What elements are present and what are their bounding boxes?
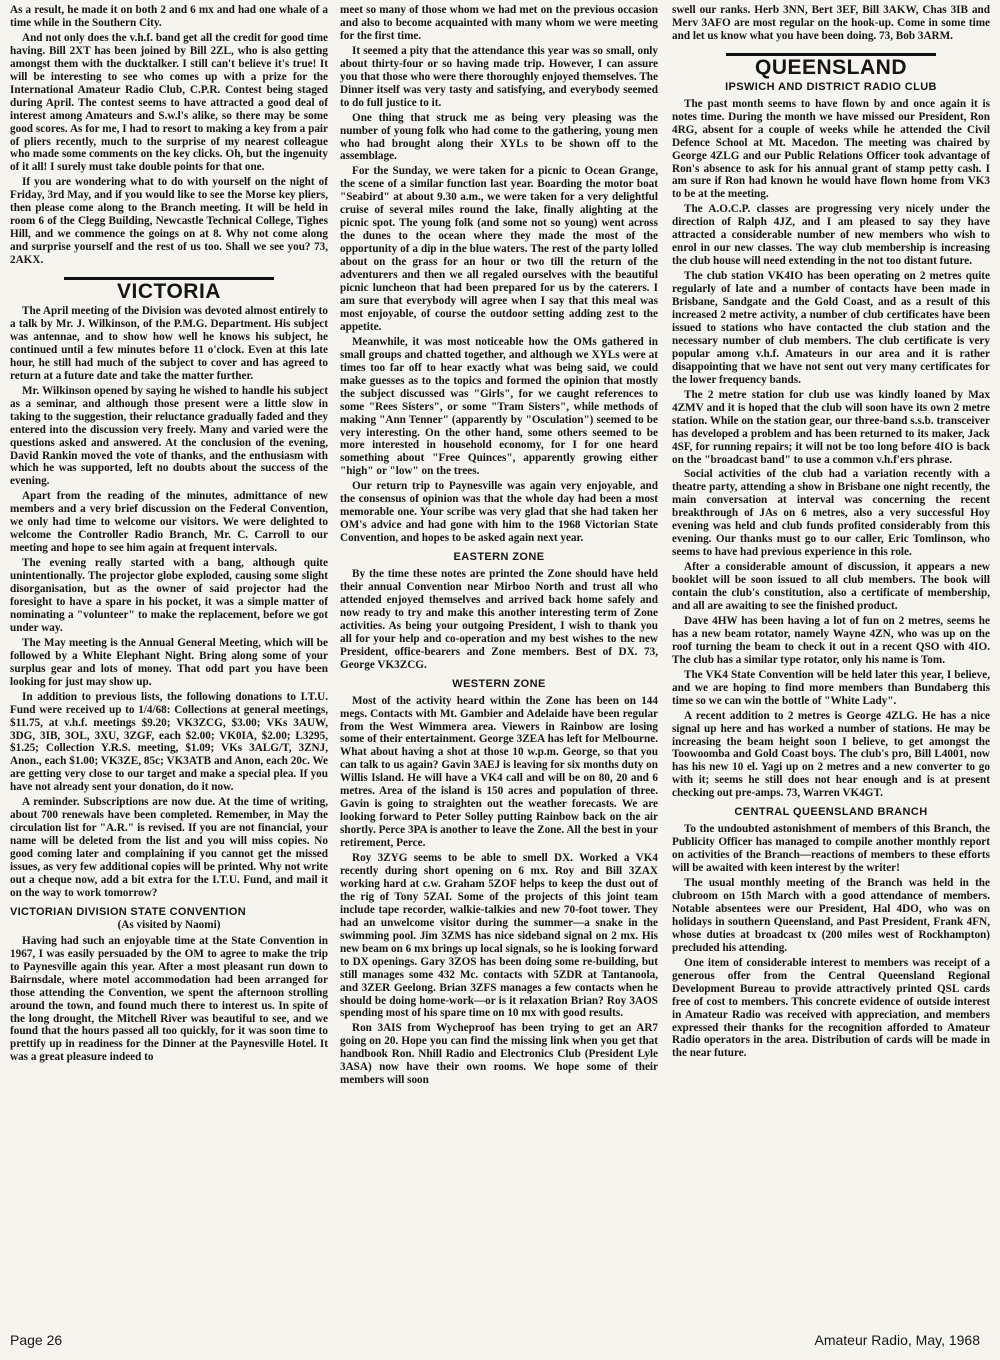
paragraph: As a result, he made it on both 2 and 6 mx and had one whale of a time while in the Southern City. [10, 4, 328, 29]
publication-line: Amateur Radio, May, 1968 [814, 1332, 980, 1348]
paragraph: The April meeting of the Division was devoted almost entirely to a talk by Mr. J. Wilkinson, of the P.M.G. Department. His subject was antennae, and to show how well he knows his subject, he continued until a few minutes before 11 o'clock. Even at this late hour, he still had much of the subject to cover and has agreed to return at a future date and take the matter further. [10, 305, 328, 382]
paragraph: Mr. Wilkinson opened by saying he wished to handle his subject as a seminar, and although those present were a little slow in taking to the suggestion, their reluctance gradually faded and they entered into the discussion very freely. Many and varied were the questions asked and answered. At the conclusion of the evening, David Rankin moved the vote of thanks, and the enthusiasm with which he was supported, left no doubts about the success of the evening. [10, 384, 328, 488]
paragraph: Meanwhile, it was most noticeable how the OMs gathered in small groups and chatted together, and although we XYLs were at times too far off to hear exactly what was being said, we could make guesses as to the topics and formed the opinion that mostly the subject discussed was "Girls", for we caught references to some "Rees Sisters", or some "Tram Sisters", while methods of making "Ann Tenner" (apparently by "Osculation") seemed to be very interesting. On the other hand, some others seemed to be more interested in household economy, for I for one heard something about "Free Quinces", apparently growing either "high" or "low" on the trees. [340, 335, 658, 478]
paragraph: One thing that struck me as being very pleasing was the number of young folk who had come to the gathering, young men who had brought along their XYLs to be shown off to the assemblage. [340, 111, 658, 163]
paragraph: The May meeting is the Annual General Meeting, which will be followed by a White Elephant Night. Bring along some of your surplus gear and lots of money. That odd part you have been looking for just may show up. [10, 636, 328, 688]
paragraph: The 2 metre station for club use was kindly loaned by Max 4ZMV and it is hoped that the club will soon have its own 2 metre station. While on the station gear, our three-band s.s.b. transceiver has developed a problem and has been returned to its maker, Jack 4SF, for running repairs; it will not be too long before 4IO is back on the "broadcast band" to use a common v.h.f'ers phrase. [672, 388, 990, 466]
paragraph: The club station VK4IO has been operating on 2 metres quite regularly of late and a number of contacts have been made in Brisbane, Sandgate and the Gold Coast, and as a result of this increased 2 metre activity, a number of club certificates have been issued to stations who have contacted the club station and the necessary number of club members. The club certificate is very popular among v.h.f. Amateurs in our area and it is rather disappointing that we have not sent out very many certificates for the lower frequency bands. [672, 270, 990, 386]
paragraph: Roy 3ZYG seems to be able to smell DX. Worked a VK4 recently during short opening on 6 mx. Roy and Bill 3ZAX working hard at c.w. Graham 5ZOF helps to keep the dust out of the rig of Tony 5ZAI. Some of the projects of this joint team include tape recorder, walkie-talkies and new 70-foot tower. They had an unwelcome visitor during the summer—a snake in the swimming pool. Jim 3ZMS has nice sideband signal on 2 mx. His new beam on 6 mx brings up local signals, so he is looking forward to DX openings. Gary 3ZOS has been doing some re-building, but still manages some 432 Mc. contacts with 5ZDR at Tantanoola, and 3ZER Geelong. Brian 3ZFS manages a few contacts when he should be doing home-work—or is it relaxation Brian? Roy 3AOS spending most of his spare time on 10 mx with good results. [340, 852, 658, 1020]
paragraph: swell our ranks. Herb 3NN, Bert 3EF, Bill 3AKW, Chas 3IB and Merv 3AFO are most regular on the hook-up. Come in some time and let us know what you have been doing. 73, Bob 3ARM. [672, 4, 990, 42]
page-number: Page 26 [10, 1332, 63, 1348]
paragraph: Ron 3AIS from Wycheproof has been trying to get an AR7 going on 20. Hope you can find the missing link when you get that handbook Ron. Nhill Radio and Electronics Club (President Lyle 3ASA) now have their own rooms. We hope some of their members will soon [340, 1022, 658, 1087]
paragraph: A reminder. Subscriptions are now due. At the time of writing, about 700 renewals have been completed. Remember, in May the circulation list for "A.R." is revised. If you are not financial, your name will be deleted from the list and you will miss copies. No good coming later and complaining if you cannot get the missed issues, as very few additional copies will be printed. Why not write out a cheque now, add a bit extra for the I.T.U. Fund, and mail it on the way to work tomorrow? [10, 796, 328, 899]
victoria-heading: VICTORIA [117, 280, 221, 304]
paragraph: If you are wondering what to do with yourself on the night of Friday, 3rd May, and if you would like to see the Morse key pliers, then please come along to the Branch meeting. It will be held in room 6 of the Clegg Building, Newcastle Technical College, Tighes Hill, and we commence the goings on at 8. Why not come along and surprise yourself and the rest of us too. Shall we see you? 73, 2AKX. [10, 176, 328, 267]
paragraph: A recent addition to 2 metres is George 4ZLG. He has a nice signal up here and has worked a number of stations. He may be increasing the beam height soon I believe, to get amongst the Toowoomba and Gold Coast boys. The club's pro, Bill L4001, now has his new 10 el. Yagi up on 2 metres and a new converter to go with it; seems he still does not hear enough and is at present checking out pre-amps. 73, Warren VK4GT. [672, 709, 990, 800]
paragraph: And not only does the v.h.f. band get all the credit for good time having. Bill 2XT has been joined by Bill 2ZL, who is also getting amongst them with the ducktalker. I still can't believe it's true! It will be interesting to see who comes up with a prize for the International Amateur Radio Club, C.P.R. Contest being staged during April. The contest seems to have attracted a good deal of interest among Amateurs and S.w.l's alike, so there may be some good scores. As for me, I had to resort to making a key from a pair of pliers recently, much to the surprise of my nearest colleague who made some comments on the key clicks. Oh, but the ingenuity of it all! I surely must take double points for that one. [10, 31, 328, 174]
convention-subheading: (As visited by Naomi) [117, 918, 221, 931]
paragraph: The past month seems to have flown by and once again it is notes time. During the month we have missed our President, Ron 4RG, absent for a couple of weeks while he attended the Civil Defence School at Mt. Macedon. The meeting was chaired by George 4ZLG and our Public Relations Officer took advantage of Ron's absence to ask for his annual grant of stamp petty cash. I am sure if Ron had known he would have flown home from VK3 to be at the meeting. [672, 97, 990, 201]
paragraph: To the undoubted astonishment of members of this Branch, the Publicity Officer has managed to compile another monthly report on activities of the Branch—reactions of members to these efforts will be awaited with keen interest by the writer! [672, 823, 990, 875]
magazine-page [10, 4, 990, 1326]
paragraph: The evening really started with a bang, although quite unintentionally. The projector globe exploded, causing some slight disorganisation, but as the owner of said projector had the foresight to have a spare in his pocket, it was a simple matter of nominating a "volunteer" to make the replacement, before we got under way. [10, 557, 328, 634]
paragraph: The A.O.C.P. classes are progressing very nicely under the direction of Ralph 4JZ, and I am pleased to say they have attracted a considerable number of new members who wish to enrol in our new classes. The way club membership is increasing the club house will need extending in the not too distant future. [672, 203, 990, 268]
paragraph: meet so many of those whom we had met on the previous occasion and also to become acquainted with many whom we were meeting for the first time. [340, 4, 658, 42]
paragraph: After a considerable amount of discussion, it appears a new booklet will be soon issued to all club members. The book will contain the club's constitution, also a certificate of membership, and all are awaiting to see the finished product. [672, 561, 990, 612]
eastern-zone-heading: EASTERN ZONE [453, 551, 545, 564]
central-queensland-heading: CENTRAL QUEENSLAND BRANCH [734, 806, 928, 819]
paragraph: Most of the activity heard within the Zone has been on 144 megs. Contacts with Mt. Gambier and Adelaide have been regular from the West Wimmera area. Viewers in Rainbow are losing some of their entertainment. George 3ZEA has left for Melbourne. What about having a shot at those 10 w.p.m. George, so that you can talk to us again? Gavin 3AEJ is leaving for six months duty on Willis Island. He will have a VK4 call and will be on 80, 20 and 6 metres. Area of the island is 150 acres and population of three. Gavin is going to straighten out the weather forecasts. We are looking forward to Peter Solley putting Rainbow back on the air shortly. Perce 3PA is another to leave the Zone. All the best in your retirement, Perce. [340, 694, 658, 850]
paragraph: Apart from the reading of the minutes, admittance of new members and a very brief discussion on the Federal Convention, we only had time to welcome our visitors. We were delighted to welcome the Controller Radio Branch, Mr. C. Carroll to our meeting and hope to see him again at frequent intervals. [10, 490, 328, 555]
paragraph: The VK4 State Convention will be held later this year, I believe, and we are hoping to find more members than Bundaberg this time so we can win the bottle of "White Lady". [672, 668, 990, 707]
column-3 [672, 4, 990, 1326]
queensland-heading: QUEENSLAND [754, 55, 907, 79]
paragraph: Our return trip to Paynesville was again very enjoyable, and the consensus of opinion was that the whole day had been a most memorable one. Your scribe was very glad that she had taken her OM's advice and had gone with him to the 1968 Victorian State Convention, and hopes to be asked again next year. [340, 480, 658, 545]
paragraph: Having had such an enjoyable time at the State Convention in 1967, I was easily persuaded by the OM to agree to make the trip to Paynesville again this year. After a most pleasant run down to Bairnsdale, where motel accommodation had been arranged for those attending the Convention, we spent the afternoon strolling around the town, and found much there to interest us. In spite of the long drought, the Mitchell River was beautiful to see, and we found that the hours passed all too quickly, for it was soon time to prettify up in readiness for the Dinner at the Paynesville Hotel. It was a great pleasure indeed to [10, 934, 328, 1064]
paragraph: The usual monthly meeting of the Branch was held in the clubroom on 15th March with a good attendance of members. Notable absentees were our President, Hal 4DO, who was on holidays in southern Queensland, and Past President, Frank 4FN, whose duties at broadcast tx (200 miles west of Rockhampton) precluded his attending. [672, 877, 990, 954]
paragraph: Dave 4HW has been having a lot of fun on 2 metres, seems he has a new beam rotator, namely Wayne 4ZN, who was up on the roof turning the beam to check it out in a recent QSO with 4IO. The club has a similar type rotator, only his name is Tom. [672, 614, 990, 666]
paragraph: In addition to previous lists, the following donations to I.T.U. Fund were received up to 1/4/68: Collections at general meetings, $11.75, at v.h.f. meetings $9.20; VK3ZCG, $3.00; VKs 3AUW, 3DG, 3IB, 3OL, 3XU, 3ZGF, each $2.00; VK0IA, $2.00; L3295, $1.25; Collection Y.R.S. meeting, $1.09; VKs 3ALG/T, 3ZNJ, Anon., each $1.00; VK3ZE, 85c; VK3ATB and Anon, each 20c. We are getting very close to our target and make a special plea. If you have not already sent your donation, do it now. [10, 690, 328, 794]
paragraph: For the Sunday, we were taken for a picnic to Ocean Grange, the scene of a similar function last year. Boarding the motor boat "Seabird" at about 9.30 a.m., we were taken for a very delightful cruise of several miles round the lake, finally alighting at the picnic spot. The young folk (and some not so young) went across the dunes to the ocean where they made the most of the opportunity of a dip in the blue waters. The rest of the party lolled about on the grass for an hour or two till the return of the adventurers and then we all regaled ourselves with the beautiful picnic luncheon that had been prepared for us by the caterers. I am sure that everybody will agree when I say that this meal was most enjoyable, of course the outdoor setting adding zest to the appetite. [340, 165, 658, 333]
ipswich-club-heading: IPSWICH AND DISTRICT RADIO CLUB [725, 80, 937, 93]
paragraph: Social activities of the club had a variation recently with a theatre party, attending a show in Brisbane one night recently, the main conversation at interval was concerning the recent breakthrough of JAs on 6 metres, also a very successful Hoy evening was held and club funds profited considerably from this evening. Our thanks must go to our caller, Eric Tomlinson, who seems to have had previous experience in this role. [672, 468, 990, 559]
western-zone-heading: WESTERN ZONE [452, 677, 546, 690]
paragraph: One item of considerable interest to members was receipt of a generous offer from the Central Queensland Regional Development Bureau to provide attractively printed QSL cards free of cost to members. This concrete evidence of outside interest in Amateur Radio was received with appreciation, and members expressed their thanks for the recognition afforded to Amateur Radio operators in the area. Distribution of cards will be made in the near future. [672, 956, 990, 1060]
paragraph: It seemed a pity that the attendance this year was so small, only about thirty-four or so having made trip. However, I can assure you that those who were there thoroughly enjoyed themselves. The Dinner itself was very tasty and satisfying, and everybody seemed to do full justice to it. [340, 44, 658, 109]
page-footer [10, 1332, 990, 1352]
paragraph: By the time these notes are printed the Zone should have held their annual Convention near Mirboo North and trust all who attended enjoyed themselves and arrived back home safely and now ready to try and make this another interesting term of Zone activities. As being your outgoing President, I wish to thank you all for your help and co-operation and my best wishes to the new President, office-bearers and Zone members. Best of DX. 73, George VK3ZCG. [340, 568, 658, 671]
column-2 [340, 4, 658, 1326]
column-1 [10, 4, 328, 1326]
convention-heading: VICTORIAN DIVISION STATE CONVENTION [10, 905, 247, 918]
